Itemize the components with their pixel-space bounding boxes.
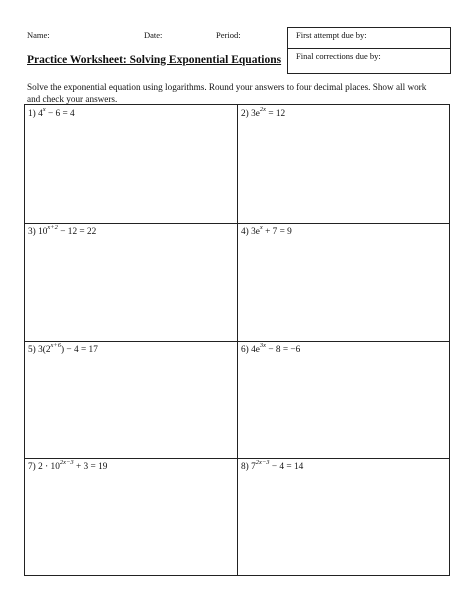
grid-row-divider <box>25 223 449 224</box>
name-label: Name: <box>27 30 50 40</box>
instructions-line-1: Solve the exponential equation using logarithms. Round your answers to four decimal places. Show all work <box>27 82 427 92</box>
problem-base: 3e <box>251 109 260 120</box>
problem-8 <box>241 460 303 472</box>
problem-6 <box>241 343 300 355</box>
problem-number: 5) <box>28 345 36 356</box>
problem-rest: ) − 4 = 17 <box>61 345 98 356</box>
problem-5 <box>28 343 98 355</box>
problem-rest: + 3 = 19 <box>73 462 108 473</box>
instructions <box>27 82 457 105</box>
problem-number: 1) <box>28 109 36 120</box>
period-label: Period: <box>216 30 241 40</box>
problem-rest: − 4 = 14 <box>269 462 304 473</box>
problem-rest: − 12 = 22 <box>57 227 97 238</box>
problem-number: 8) <box>241 462 249 473</box>
grid-vertical-divider <box>237 105 238 575</box>
problem-3 <box>28 225 96 237</box>
problem-exponent: x+6 <box>50 342 62 349</box>
worksheet-title: Practice Worksheet: Solving Exponential Equations <box>27 54 282 66</box>
problem-number: 6) <box>241 345 249 356</box>
problem-base: 3e <box>251 227 260 238</box>
problem-4 <box>241 225 292 237</box>
problem-exponent: 2x−3 <box>255 459 270 466</box>
problem-exponent: x+2 <box>47 224 58 231</box>
problem-base: 2 ⋅ 10 <box>38 462 60 473</box>
problem-1 <box>28 107 75 119</box>
problem-number: 4) <box>241 227 249 238</box>
due-box-divider <box>288 48 450 49</box>
first-attempt-label: First attempt due by: <box>296 30 367 40</box>
problem-number: 7) <box>28 462 36 473</box>
problem-exponent: 3x <box>259 342 266 349</box>
problem-rest: − 8 = −6 <box>266 345 301 356</box>
problem-2 <box>241 107 285 119</box>
problem-base: 4 <box>38 109 43 120</box>
date-label: Date: <box>144 30 163 40</box>
problem-base: 4e <box>251 345 260 356</box>
problem-rest: − 6 = 4 <box>45 109 75 120</box>
problem-base: 10 <box>38 227 48 238</box>
problem-number: 2) <box>241 109 249 120</box>
problem-exponent: 2x−3 <box>59 459 74 466</box>
problem-exponent: 2x <box>259 106 266 113</box>
problem-rest: + 7 = 9 <box>262 227 292 238</box>
problem-base: 3(2 <box>38 345 51 356</box>
final-corrections-label: Final corrections due by: <box>296 51 381 61</box>
grid-row-divider <box>25 458 449 459</box>
problem-rest: = 12 <box>266 109 286 120</box>
problem-base: 7 <box>251 462 256 473</box>
due-date-box <box>287 27 451 74</box>
grid-row-divider <box>25 341 449 342</box>
instructions-line-2: and check your answers. <box>27 93 118 104</box>
problem-exponent: x <box>42 106 46 113</box>
problem-7 <box>28 460 107 472</box>
problem-exponent: x <box>259 224 263 231</box>
problem-grid <box>24 104 450 576</box>
problem-number: 3) <box>28 227 36 238</box>
